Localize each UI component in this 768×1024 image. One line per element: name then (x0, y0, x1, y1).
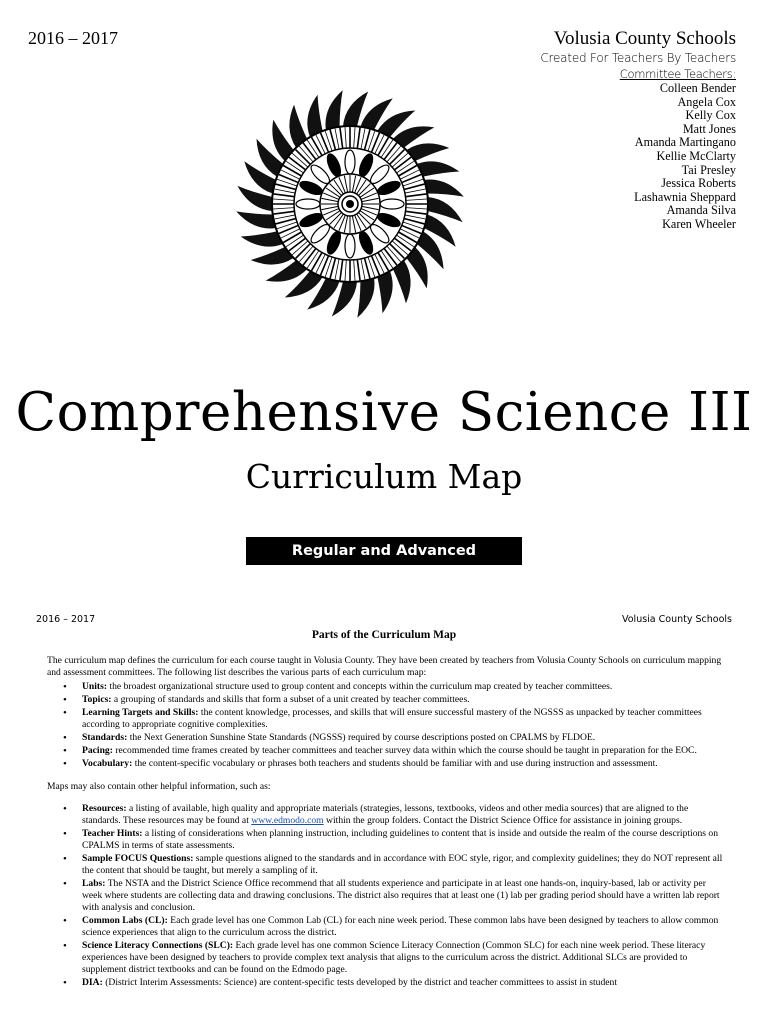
parts-list (47, 681, 727, 770)
term: Units: (82, 681, 108, 692)
list-item (82, 853, 727, 877)
list-item (82, 828, 727, 852)
definition: a listing of considerations when planning instruction, including guidelines to content that is inside and outside the realm of the course descriptions on CPALMS in terms of state assessments. (82, 828, 719, 851)
document-title: Comprehensive Science III (15, 382, 753, 443)
definition: (District Interim Assessments: Science) are content-specific tests developed by the district and teacher committees to assist in student (102, 977, 617, 988)
district-name: Volusia County Schools (553, 28, 736, 49)
document-subtitle: Curriculum Map (245, 457, 523, 496)
teacher-name: Matt Jones (682, 121, 736, 136)
page-content (47, 655, 727, 990)
list-item (82, 878, 727, 914)
list-item (82, 745, 727, 757)
definition: the Next Generation Sunshine State Standards (NGSSS) required by course descriptions posted on CPALMS by FLDOE. (127, 732, 596, 743)
definition: sample questions aligned to the standards and in accordance with EOC style, rigor, and complexity guidelines; they do NOT represent all the content that should be taught, but merely a sampling of it. (82, 853, 723, 876)
definition: a grouping of standards and skills that form a subset of a unit created by teacher committees. (111, 694, 470, 705)
definition: the content-specific vocabulary or phrases both teachers and students should be familiar with and use during instruction and assessment. (132, 758, 658, 769)
section-title: Parts of the Curriculum Map (311, 629, 457, 641)
list-item (82, 707, 727, 731)
page-header-year: 2016 – 2017 (36, 614, 96, 625)
other-info-intro: Maps may also contain other helpful information, such as: (47, 781, 271, 792)
level-banner: Regular and Advanced (246, 537, 522, 565)
term: Teacher Hints: (82, 828, 143, 839)
definition: Each grade level has one Common Lab (CL) for each nine week period. These common labs have been designed by teachers to allow common science experiences that align to the curriculum across the district. (82, 915, 719, 938)
list-item (82, 681, 727, 693)
definition: within the group folders. Contact the District Science Office for assistance in joining groups. (323, 815, 683, 826)
tagline: Created For Teachers By Teachers (540, 51, 736, 65)
term: Resources: (82, 803, 127, 814)
term: Labs: (82, 878, 106, 889)
list-item (82, 758, 727, 770)
cover-year: 2016 – 2017 (28, 28, 118, 48)
definition: recommended time frames created by teacher committees and teacher survey data within which the course should be taught in preparation for the EOC. (112, 745, 697, 756)
teacher-name: Jessica Roberts (661, 176, 736, 191)
teacher-name: Angela Cox (677, 94, 736, 109)
term: Vocabulary: (82, 758, 133, 769)
intro-paragraph: The curriculum map defines the curriculum for each course taught in Volusia County. They have been created by teachers from Volusia County Schools on curriculum mapping and assessment committees. The following list describes the various parts of each curriculum map: (47, 655, 722, 678)
definition: the content knowledge, processes, and skills that will ensure successful mastery of the NGSSS as unpacked by teacher committees according to appropriate cognitive complexities. (82, 707, 702, 730)
teacher-name: Amanda Martingano (634, 135, 736, 150)
teacher-name: Lashawnia Sheppard (634, 189, 736, 204)
definition: a listing of available, high quality and appropriate materials (strategies, lessons, textbooks, videos and other media sources) that are aligned to the standards. These resources may be found at (82, 803, 689, 826)
edmodo-link[interactable]: www.edmodo.com (251, 815, 324, 826)
extras-list (47, 803, 727, 989)
list-item (82, 915, 727, 939)
definition: Each grade level has one common Science Literacy Connection (Common SLC) for each nine week period. These literacy experiences have been designed by teachers to provide complex text analysis that aligns to the curriculum across the district. Additional SLCs are provided to supplement district textbooks and can be found on the Edmodo page. (82, 940, 706, 975)
term: Standards: (82, 732, 128, 743)
term: Science Literacy Connections (SLC): (82, 940, 234, 951)
teacher-name: Amanda Silva (666, 203, 736, 218)
definition: the broadest organizational structure used to group content and concepts within the curriculum map created by teacher committees. (107, 681, 613, 692)
teacher-name: Kellie McClarty (656, 148, 736, 163)
teacher-name: Tai Presley (681, 162, 736, 177)
term: Sample FOCUS Questions: (82, 853, 194, 864)
term: Topics: (82, 694, 112, 705)
page-header-district: Volusia County Schools (621, 614, 732, 625)
term: Pacing: (82, 745, 113, 756)
list-item (82, 732, 727, 744)
teacher-list (634, 82, 736, 232)
teacher-name: Karen Wheeler (662, 216, 736, 231)
committee-heading: Committee Teachers: (619, 67, 736, 81)
list-item (82, 803, 727, 827)
term: Common Labs (CL): (82, 915, 168, 926)
term: DIA: (82, 977, 103, 988)
list-item (82, 940, 727, 976)
term: Learning Targets and Skills: (82, 707, 199, 718)
teacher-name: Colleen Bender (659, 81, 736, 95)
teacher-name: Kelly Cox (685, 108, 736, 123)
definition: The NSTA and the District Science Office recommend that all students experience and participate in at least one hands-on, inquiry-based, lab or activity per week where students are collecting data and drawing conclusions. The district also requires that at least one (1) lab per grading period should have a written lab report with analysis and conclusion. (82, 878, 720, 913)
list-item (82, 977, 727, 989)
mandala-icon (232, 86, 468, 322)
list-item (82, 694, 727, 706)
